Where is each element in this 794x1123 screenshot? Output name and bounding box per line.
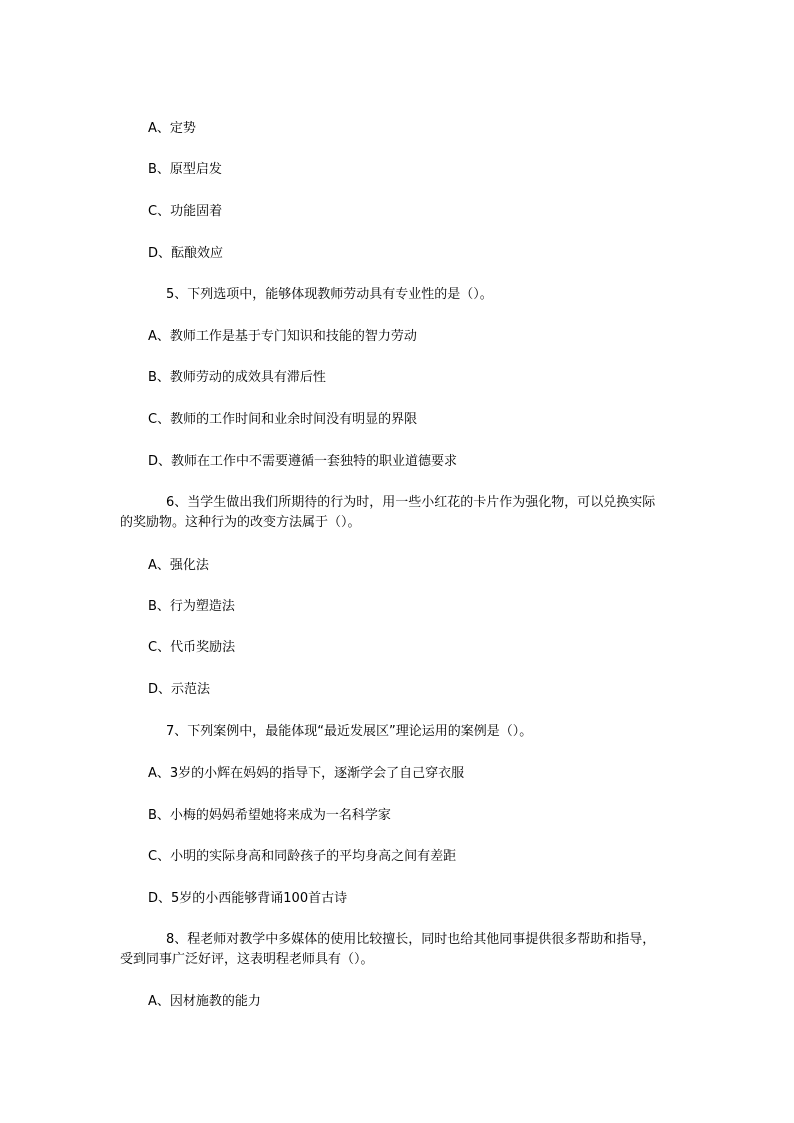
question-line-continued: 的奖励物。这种行为的改变方法属于（）。 bbox=[120, 515, 361, 530]
option-line: B、原型启发 bbox=[148, 162, 222, 177]
question-line-continued: 受到同事广泛好评，这表明程老师具有（）。 bbox=[120, 952, 374, 967]
option-line: C、教师的工作时间和业余时间没有明显的界限 bbox=[148, 412, 418, 427]
option-line: C、代币奖励法 bbox=[148, 640, 236, 655]
option-line: D、教师在工作中不需要遵循一套独特的职业道德要求 bbox=[148, 454, 458, 469]
option-line: A、教师工作是基于专门知识和技能的智力劳动 bbox=[148, 329, 417, 344]
option-line: A、定势 bbox=[148, 121, 196, 136]
option-line: C、小明的实际身高和同龄孩子的平均身高之间有差距 bbox=[148, 849, 457, 864]
option-line: B、行为塑造法 bbox=[148, 599, 235, 614]
option-line: D、5岁的小西能够背诵100首古诗 bbox=[148, 891, 348, 906]
option-line: A、强化法 bbox=[148, 558, 209, 573]
option-line: C、功能固着 bbox=[148, 204, 223, 219]
option-line: A、3岁的小辉在妈妈的指导下，逐渐学会了自己穿衣服 bbox=[148, 766, 465, 781]
option-line: B、小梅的妈妈希望她将来成为一名科学家 bbox=[148, 808, 391, 823]
question-line: 5、下列选项中，能够体现教师劳动具有专业性的是（）。 bbox=[166, 287, 493, 302]
question-line: 6、当学生做出我们所期待的行为时，用一些小红花的卡片作为强化物，可以兑换实际 bbox=[166, 495, 656, 510]
question-line: 7、下列案例中，最能体现“最近发展区”理论运用的案例是（）。 bbox=[166, 724, 533, 739]
option-line: D、示范法 bbox=[148, 682, 211, 697]
option-line: B、教师劳动的成效具有滞后性 bbox=[148, 370, 326, 385]
option-line: A、因材施教的能力 bbox=[148, 994, 261, 1009]
question-line: 8、程老师对教学中多媒体的使用比较擅长，同时也给其他同事提供很多帮助和指导， bbox=[166, 932, 656, 947]
option-line: D、酝酿效应 bbox=[148, 246, 224, 261]
